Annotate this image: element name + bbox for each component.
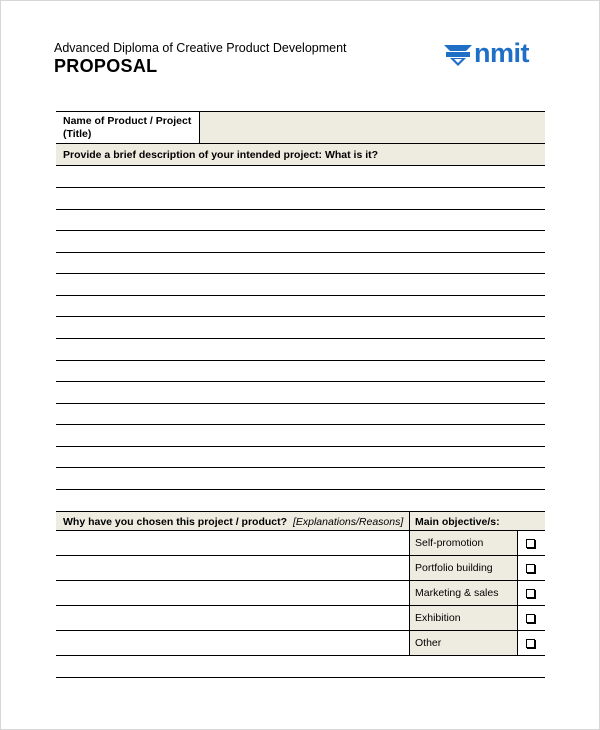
title-field-area[interactable]	[200, 112, 545, 143]
why-prompt-hint: [Explanations/Reasons]	[292, 516, 404, 528]
writing-line[interactable]	[56, 381, 545, 382]
writing-line[interactable]	[56, 677, 545, 678]
rule	[517, 530, 518, 655]
portfolio-building-checkbox[interactable]	[526, 564, 535, 573]
writing-line[interactable]	[56, 630, 545, 631]
writing-line[interactable]	[56, 580, 545, 581]
why-prompt-text: Why have you chosen this project / product?	[63, 516, 288, 528]
rule	[56, 165, 545, 166]
objective-other-label: Other	[415, 637, 442, 649]
rule	[199, 111, 200, 143]
writing-line[interactable]	[56, 338, 545, 339]
document-title: PROPOSAL	[54, 56, 158, 76]
other-checkbox[interactable]	[526, 639, 535, 648]
writing-line[interactable]	[56, 489, 545, 490]
writing-line[interactable]	[56, 655, 545, 656]
logo-mark-icon	[444, 43, 472, 67]
writing-line[interactable]	[56, 424, 545, 425]
marketing-sales-checkbox[interactable]	[526, 589, 535, 598]
nmit-logo	[444, 40, 548, 72]
writing-line[interactable]	[56, 252, 545, 253]
writing-line[interactable]	[56, 209, 545, 210]
objectives-header: Main objective/s:	[415, 516, 500, 528]
writing-line[interactable]	[56, 295, 545, 296]
objective-exhibition-label: Exhibition	[415, 612, 461, 624]
name-label-line1: Name of Product / Project	[63, 115, 192, 127]
writing-line[interactable]	[56, 230, 545, 231]
rule	[56, 143, 545, 144]
exhibition-checkbox[interactable]	[526, 614, 535, 623]
why-prompt	[63, 516, 403, 528]
writing-line[interactable]	[56, 467, 545, 468]
writing-line[interactable]	[56, 273, 545, 274]
self-promotion-checkbox[interactable]	[526, 539, 535, 548]
writing-line[interactable]	[56, 403, 545, 404]
document-subtitle: Advanced Diploma of Creative Product Development	[54, 41, 347, 55]
objective-self-promotion-label: Self-promotion	[415, 537, 484, 549]
rule	[409, 511, 410, 655]
rule	[56, 530, 545, 531]
writing-line[interactable]	[56, 446, 545, 447]
writing-line[interactable]	[56, 555, 545, 556]
writing-line[interactable]	[56, 316, 545, 317]
writing-line[interactable]	[56, 187, 545, 188]
logo-text: nmit	[474, 38, 529, 68]
writing-line[interactable]	[56, 360, 545, 361]
writing-line[interactable]	[56, 605, 545, 606]
objective-portfolio-building-label: Portfolio building	[415, 562, 493, 574]
rule	[56, 511, 545, 512]
name-label-line2: (Title)	[63, 128, 92, 140]
rule	[56, 111, 545, 112]
objective-marketing-sales-label: Marketing & sales	[415, 587, 499, 599]
description-prompt: Provide a brief description of your intended project: What is it?	[63, 149, 379, 161]
